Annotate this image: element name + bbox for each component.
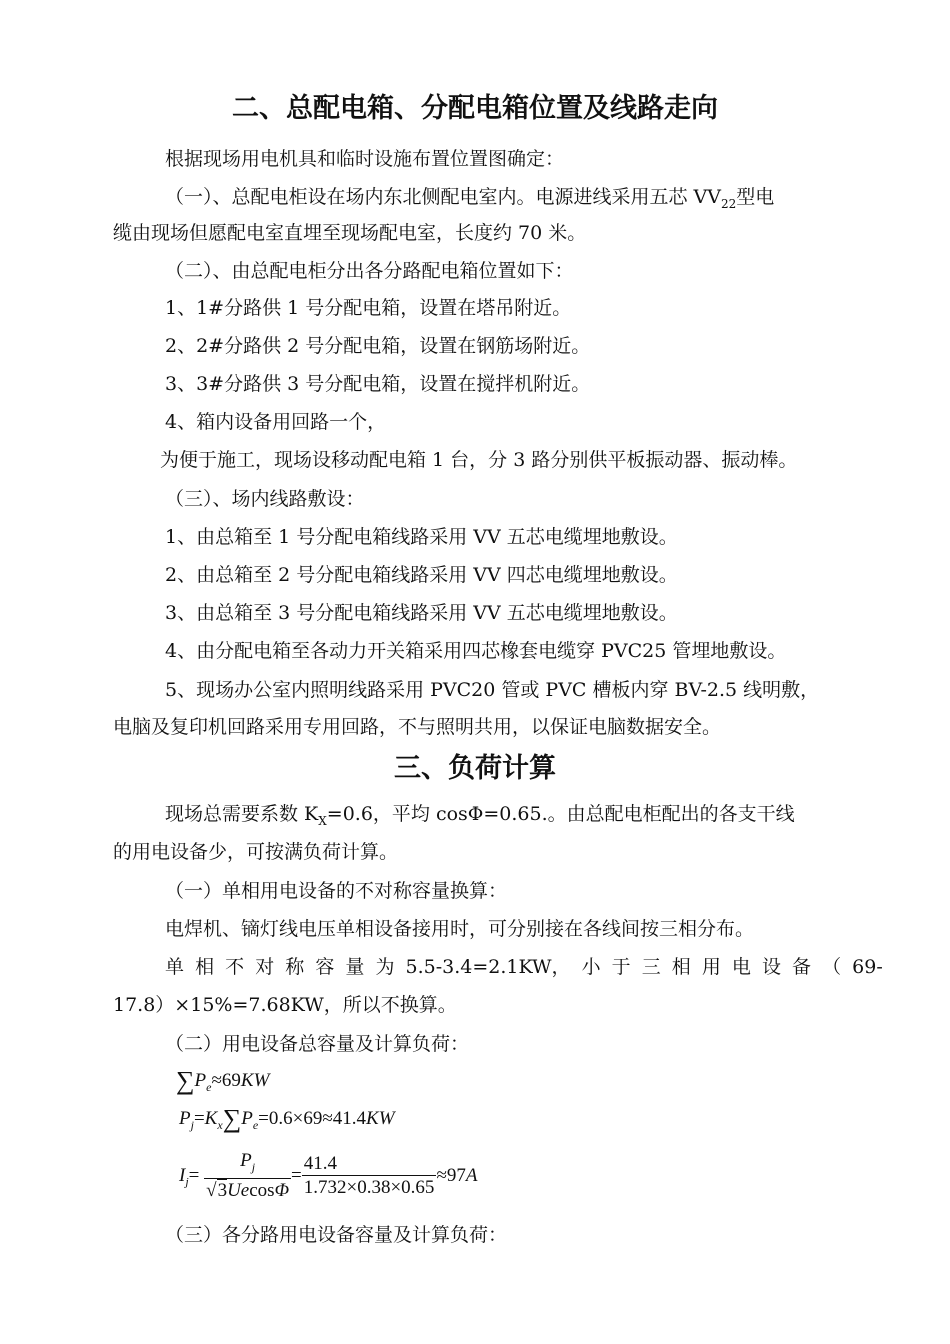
justified-word: 相 (671, 956, 691, 978)
sum-symbol: ∑ (222, 1104, 242, 1133)
list-item: 2、由总箱至 2 号分配电箱线路采用 VV 四芯电缆埋地敷设。 (165, 564, 678, 586)
justified-word: 量 (345, 956, 365, 978)
math-var: Ue (227, 1179, 250, 1201)
justified-word: 电 (731, 956, 751, 978)
paragraph-asymmetric-line2: 17.8）×15%=7.68KW，所以不换算。 (113, 994, 457, 1016)
justified-word: 于 (611, 956, 631, 978)
subscript: 22 (720, 196, 737, 211)
justified-word: 为 (375, 956, 395, 978)
paragraph-single-phase: 电焊机、镝灯线电压单相设备接用时，可分别接在各线间按三相分布。 (165, 918, 755, 940)
math-var: K (204, 1108, 218, 1129)
justified-word: 相 (195, 956, 215, 978)
math-text: cos (249, 1179, 275, 1201)
text-span: =0.6，平均 cosΦ=0.65.。由总配电柜配出的各支干线 (326, 803, 795, 825)
justified-word: 备 (792, 956, 812, 978)
math-text: = (291, 1164, 302, 1186)
math-var: P (240, 1150, 252, 1171)
paragraph-three: （三）、场内线路敷设： (165, 488, 365, 510)
justified-word: （ (822, 956, 842, 978)
subsection-one: （一）单相用电设备的不对称容量换算： (165, 880, 508, 902)
sqrt-radicand: 3 (217, 1179, 228, 1201)
math-sub: x (217, 1117, 223, 1132)
sqrt-symbol: √ (206, 1179, 217, 1201)
math-var: I (179, 1164, 186, 1186)
justified-word: 对 (255, 956, 275, 978)
math-unit: KW (366, 1108, 395, 1129)
list-item: 1、1#分路供 1 号分配电箱，设置在塔吊附近。 (165, 297, 572, 319)
fraction-denominator: 1.732×0.38×0.65 (303, 1176, 435, 1198)
list-item: 3、由总箱至 3 号分配电箱线路采用 VV 五芯电缆埋地敷设。 (165, 602, 678, 624)
math-text: ≈97 (436, 1164, 466, 1186)
justified-word: 单 (165, 956, 185, 978)
math-sub: j (251, 1159, 256, 1174)
text-span: 现场总需要系数 K (165, 803, 319, 825)
section-heading-3: 三、负荷计算 (394, 753, 556, 784)
justified-word: 小 (581, 956, 601, 978)
justified-word: 5.5-3.4=2.1KW， (405, 956, 571, 978)
math-var: P (241, 1108, 253, 1129)
fraction-formula (204, 1150, 291, 1203)
justified-word: 不 (225, 956, 245, 978)
justified-word: 用 (701, 956, 721, 978)
paragraph-asymmetric-line1 (165, 954, 883, 980)
math-sub: e (206, 1079, 212, 1094)
math-var: P (179, 1108, 191, 1129)
fraction-numerator (204, 1150, 291, 1179)
subsection-three: （三）各分路用电设备容量及计算负荷： (165, 1224, 508, 1246)
paragraph-mobile-box: 为便于施工，现场设移动配电箱 1 台，分 3 路分别供平板振动器、振动棒。 (160, 449, 798, 471)
paragraph-load-line2: 的用电设备少，可按满负荷计算。 (113, 841, 399, 863)
fraction-denominator (204, 1179, 291, 1203)
text-span: 型电 (736, 186, 775, 208)
justified-word: 容 (315, 956, 335, 978)
equation-calc-load (179, 1104, 395, 1134)
math-sub: j (185, 1174, 189, 1189)
list-item: 3、3#分路供 3 号分配电箱，设置在搅拌机附近。 (165, 373, 591, 395)
math-text: = (188, 1164, 200, 1186)
math-sub: j (190, 1117, 194, 1132)
justified-word: 设 (761, 956, 781, 978)
paragraph-one-line2: 缆由现场但愿配电室直埋至现场配电室，长度约 70 米。 (113, 222, 587, 244)
subscript: X (318, 813, 327, 828)
sum-symbol: ∑ (176, 1066, 195, 1095)
list-item: 4、由分配电箱至各动力开关箱采用四芯橡套电缆穿 PVC25 管埋地敷设。 (165, 640, 787, 662)
math-unit: KW (240, 1070, 270, 1091)
fraction-numeric (302, 1153, 437, 1200)
math-var: Φ (274, 1179, 290, 1201)
justified-word: 69- (852, 956, 883, 978)
math-text: ≈69 (211, 1070, 241, 1091)
list-item: 4、箱内设备用回路一个， (165, 411, 387, 433)
text-span: （一）、总配电柜设在场内东北侧配电室内。电源进线采用五芯 VV (165, 186, 721, 208)
section-heading-2: 二、总配电箱、分配电箱位置及线路走向 (232, 93, 718, 124)
equation-total-power (176, 1066, 269, 1096)
math-unit: A (465, 1164, 478, 1186)
subsection-two: （二）用电设备总容量及计算负荷： (165, 1033, 470, 1055)
math-text: = (193, 1108, 205, 1129)
paragraph-load-line1 (165, 801, 795, 834)
list-item: 5、现场办公室内照明线路采用 PVC20 管或 PVC 槽板内穿 BV-2.5 线明敷， (165, 679, 820, 701)
equation-current (179, 1150, 477, 1203)
fraction-numerator: 41.4 (302, 1153, 437, 1176)
list-item: 2、2#分路供 2 号分配电箱，设置在钢筋场附近。 (165, 335, 591, 357)
paragraph-two: （二）、由总配电柜分出各分路配电箱位置如下： (165, 260, 574, 282)
justified-word: 三 (641, 956, 661, 978)
list-item-continuation: 电脑及复印机回路采用专用回路，不与照明共用，以保证电脑数据安全。 (113, 716, 722, 738)
paragraph-intro: 根据现场用电机具和临时设施布置位置图确定： (165, 148, 565, 170)
paragraph-one-line1 (165, 184, 774, 217)
math-sub: e (252, 1117, 259, 1132)
justified-word: 称 (285, 956, 305, 978)
math-var: P (194, 1070, 207, 1091)
list-item: 1、由总箱至 1 号分配电箱线路采用 VV 五芯电缆埋地敷设。 (165, 526, 678, 548)
math-text: =0.6×69≈41.4 (258, 1108, 367, 1129)
